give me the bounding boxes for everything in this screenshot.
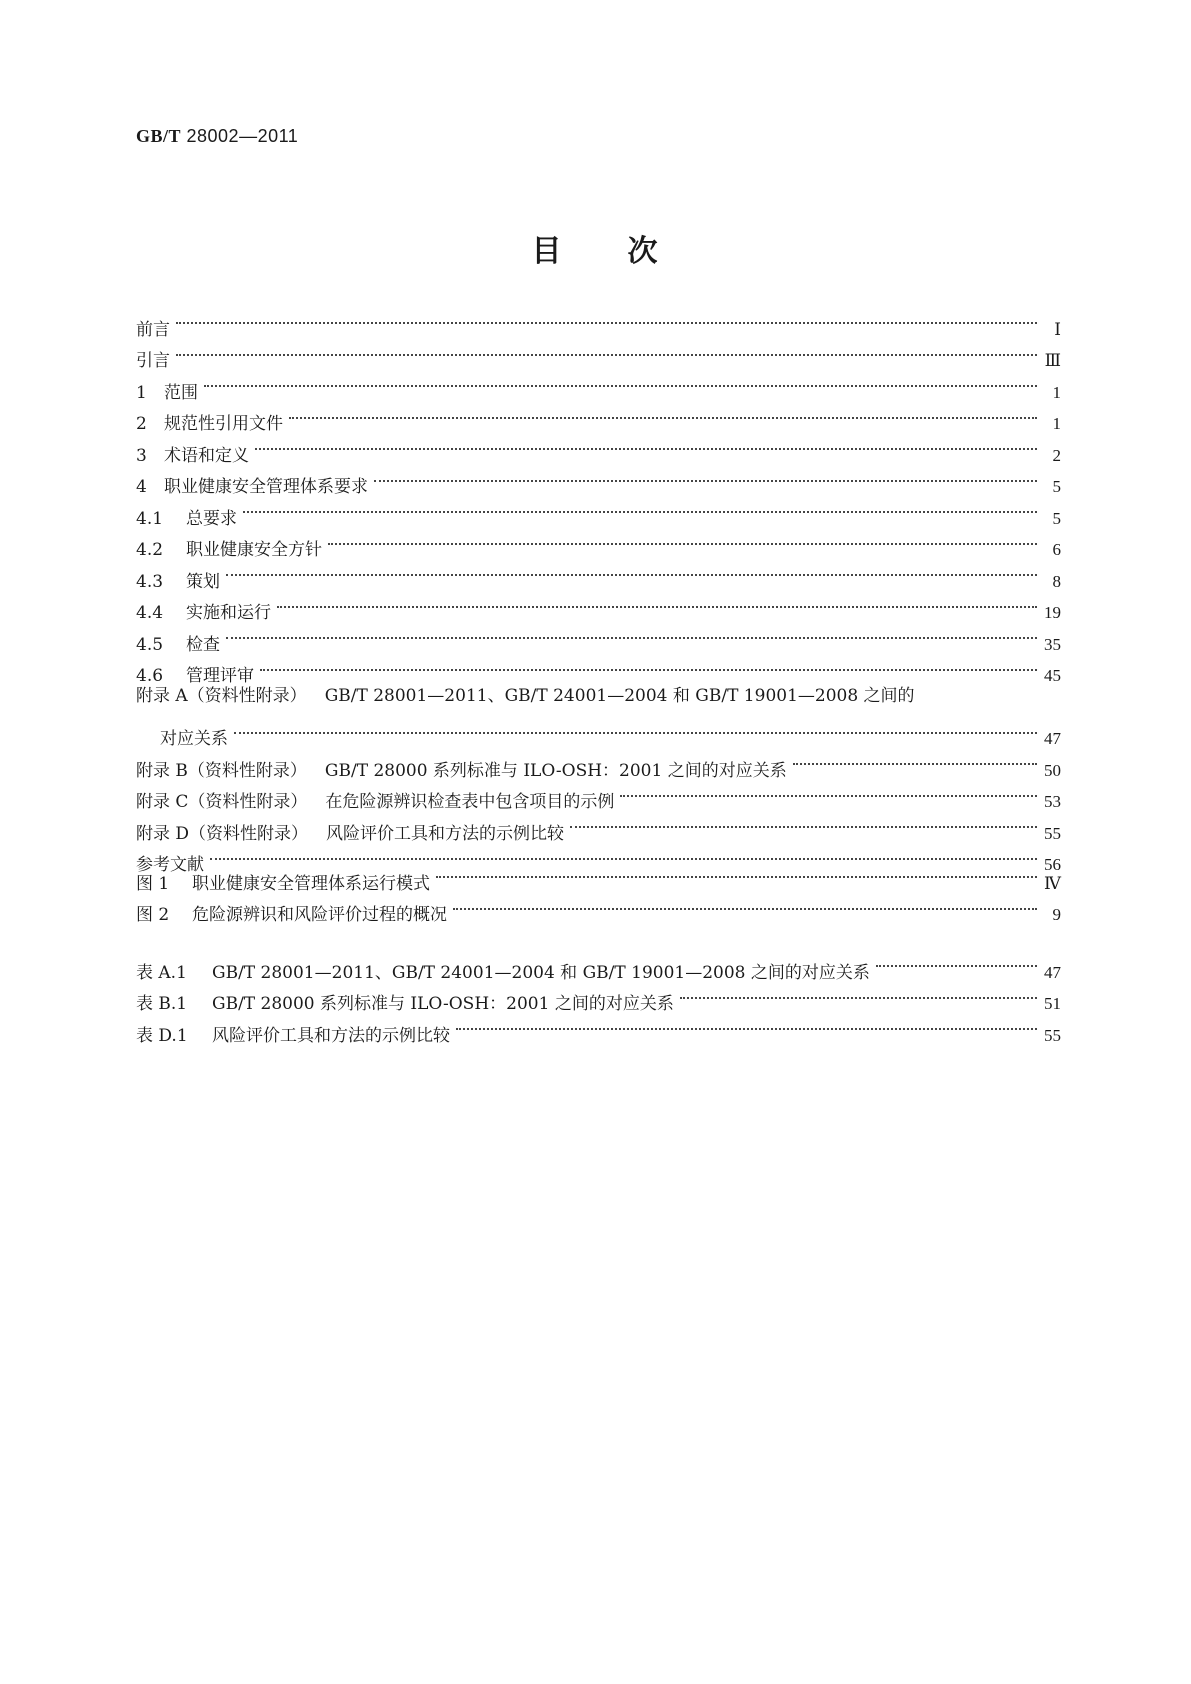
- toc-entry-number: 附录 B（资料性附录）: [136, 760, 307, 781]
- dot-leader: [176, 303, 1037, 335]
- dot-leader: [620, 776, 1037, 808]
- toc-entry-label: GB/T 28000 系列标准与 ILO-OSH：2001 之间的对应关系: [212, 994, 674, 1014]
- toc-entry-4-6[interactable]: [136, 650, 1061, 686]
- toc-entry-label: 管理评审: [186, 666, 254, 686]
- toc-entry-page: 55: [1044, 1025, 1061, 1045]
- toc-entry-page: 50: [1044, 760, 1061, 780]
- dot-leader: [204, 366, 1037, 398]
- dot-leader: [456, 1009, 1037, 1041]
- toc-entry-number: 附录 D（资料性附录）: [136, 823, 309, 844]
- toc-entry-label: 职业健康安全方针: [186, 540, 322, 560]
- toc-entry-number: 附录 A（资料性附录）: [136, 686, 307, 706]
- toc-entry-number: 4.1: [136, 508, 164, 529]
- toc-entry-label: 风险评价工具和方法的示例比较: [212, 1025, 450, 1046]
- toc-entry-number: 表 B.1: [136, 994, 188, 1014]
- toc-entry-page: Ⅲ: [1044, 351, 1061, 370]
- dot-leader: [289, 398, 1037, 430]
- toc-entry-number: 4.6: [136, 666, 164, 686]
- toc-entry-label: GB/T 28001—2011、GB/T 24001—2004 和 GB/T 19001—2008 之间的: [324, 686, 915, 706]
- dot-leader: [226, 618, 1037, 650]
- toc-entry-label: 对应关系: [160, 729, 228, 749]
- document-code: [136, 126, 298, 147]
- dot-leader: [260, 650, 1037, 682]
- toc-entry-label: 策划: [186, 571, 220, 592]
- toc-entry-page: 6: [1052, 540, 1061, 559]
- dot-leader: [570, 807, 1037, 839]
- toc-entry-1[interactable]: [136, 366, 1061, 403]
- toc-entry-number: 附录 C（资料性附录）: [136, 792, 308, 812]
- dot-leader: [255, 429, 1037, 461]
- toc-entry-number: 图 1: [136, 873, 170, 894]
- toc-entry-page: 1: [1052, 414, 1061, 433]
- doc-number: 28002—2011: [181, 126, 299, 146]
- toc-entry-3[interactable]: [136, 429, 1061, 466]
- toc-entry-label: 职业健康安全管理体系要求: [164, 477, 368, 497]
- toc-entry-page: 53: [1044, 792, 1061, 811]
- toc-entry-label: GB/T 28000 系列标准与 ILO-OSH：2001 之间的对应关系: [324, 760, 787, 781]
- toc-entry-page: 2: [1052, 445, 1061, 465]
- toc-entry-number: 1: [136, 382, 147, 403]
- toc-entry-number: 4.4: [136, 603, 164, 623]
- toc-entry-label: 检查: [186, 634, 220, 655]
- toc-entry-number: 表 D.1: [136, 1025, 188, 1046]
- toc-entry-page: 5: [1052, 508, 1061, 528]
- toc-entry-label: 风险评价工具和方法的示例比较: [326, 823, 565, 844]
- toc-figures-list: [136, 857, 1061, 925]
- toc-entry-page: 9: [1052, 905, 1061, 924]
- toc-entry-number: 4.2: [136, 540, 164, 560]
- toc-entry-page: 51: [1044, 994, 1061, 1013]
- toc-entry-page: 5: [1052, 477, 1061, 496]
- dot-leader: [243, 492, 1037, 524]
- toc-entry-foreword[interactable]: [136, 303, 1061, 340]
- toc-title: 目 次: [531, 234, 660, 269]
- toc-entry-label: 范围: [164, 382, 198, 403]
- toc-entry-page: 47: [1044, 729, 1061, 748]
- toc-entry-page: Ⅰ: [1054, 319, 1061, 339]
- toc-entry-page: 8: [1052, 571, 1061, 591]
- dot-leader: [234, 713, 1037, 745]
- toc-entry-4-1[interactable]: [136, 492, 1061, 529]
- toc-entry-annex-b[interactable]: [136, 744, 1061, 781]
- toc-entry-label: 危险源辨识和风险评价过程的概况: [192, 905, 447, 925]
- toc-entry-number: 4: [136, 477, 147, 497]
- dot-leader: [226, 555, 1037, 587]
- toc-entry-4-3[interactable]: [136, 555, 1061, 592]
- toc-entry-page: 47: [1044, 962, 1061, 982]
- toc-entry-number: 3: [136, 445, 147, 466]
- dot-leader: [453, 889, 1037, 921]
- toc-entry-4-5[interactable]: [136, 618, 1061, 655]
- toc-entry-page: 19: [1044, 603, 1061, 622]
- toc-entry-annex-a[interactable]: [136, 681, 1061, 713]
- toc-tables-list: [136, 946, 1061, 1046]
- toc-entry-label: 规范性引用文件: [164, 414, 283, 434]
- doc-prefix: GB/T: [136, 126, 182, 146]
- dot-leader: [876, 946, 1037, 978]
- toc-entry-label: 引言: [136, 351, 170, 371]
- toc-entry-page: 35: [1044, 634, 1061, 654]
- toc-entry-page: 56: [1044, 855, 1061, 874]
- toc-entry-number: 2: [136, 414, 147, 434]
- toc-entry-label: 前言: [136, 319, 170, 340]
- toc-entry-2[interactable]: [136, 398, 1061, 434]
- toc-entry-page: Ⅳ: [1044, 873, 1061, 893]
- toc-entry-figure-1[interactable]: [136, 857, 1061, 894]
- toc-entry-page: 55: [1044, 823, 1061, 843]
- dot-leader: [680, 978, 1037, 1010]
- dot-leader: [793, 744, 1037, 776]
- dot-leader: [176, 335, 1037, 367]
- toc-entry-annex-a-cont[interactable]: [136, 713, 1061, 749]
- toc-entry-number: 4.3: [136, 571, 164, 592]
- dot-leader: [374, 461, 1037, 493]
- toc-entry-4-4[interactable]: [136, 587, 1061, 623]
- toc-entry-page: 45: [1044, 666, 1061, 685]
- toc-entry-4[interactable]: [136, 461, 1061, 497]
- toc-entry-number: 4.5: [136, 634, 164, 655]
- toc-entry-label: 总要求: [186, 508, 237, 529]
- toc-entry-page: 1: [1052, 382, 1061, 402]
- toc-entry-label: 实施和运行: [186, 603, 271, 623]
- toc-entry-label: 参考文献: [136, 855, 204, 875]
- toc-entry-label: 职业健康安全管理体系运行模式: [192, 873, 430, 894]
- toc-entry-table-a1[interactable]: [136, 946, 1061, 983]
- dot-leader: [277, 587, 1037, 619]
- toc-entry-label: 术语和定义: [164, 445, 249, 466]
- toc-entry-4-2[interactable]: [136, 524, 1061, 560]
- toc-entry-introduction[interactable]: [136, 335, 1061, 371]
- dot-leader: [436, 857, 1037, 889]
- toc-entry-label: 在危险源辨识检查表中包含项目的示例: [325, 792, 615, 812]
- toc-entry-label: GB/T 28001—2011、GB/T 24001—2004 和 GB/T 19001—2008 之间的对应关系: [212, 962, 870, 983]
- toc-entry-number: 图 2: [136, 905, 170, 925]
- toc-entry-number: 表 A.1: [136, 962, 187, 983]
- toc-main-list: [136, 303, 1061, 875]
- dot-leader: [328, 524, 1037, 556]
